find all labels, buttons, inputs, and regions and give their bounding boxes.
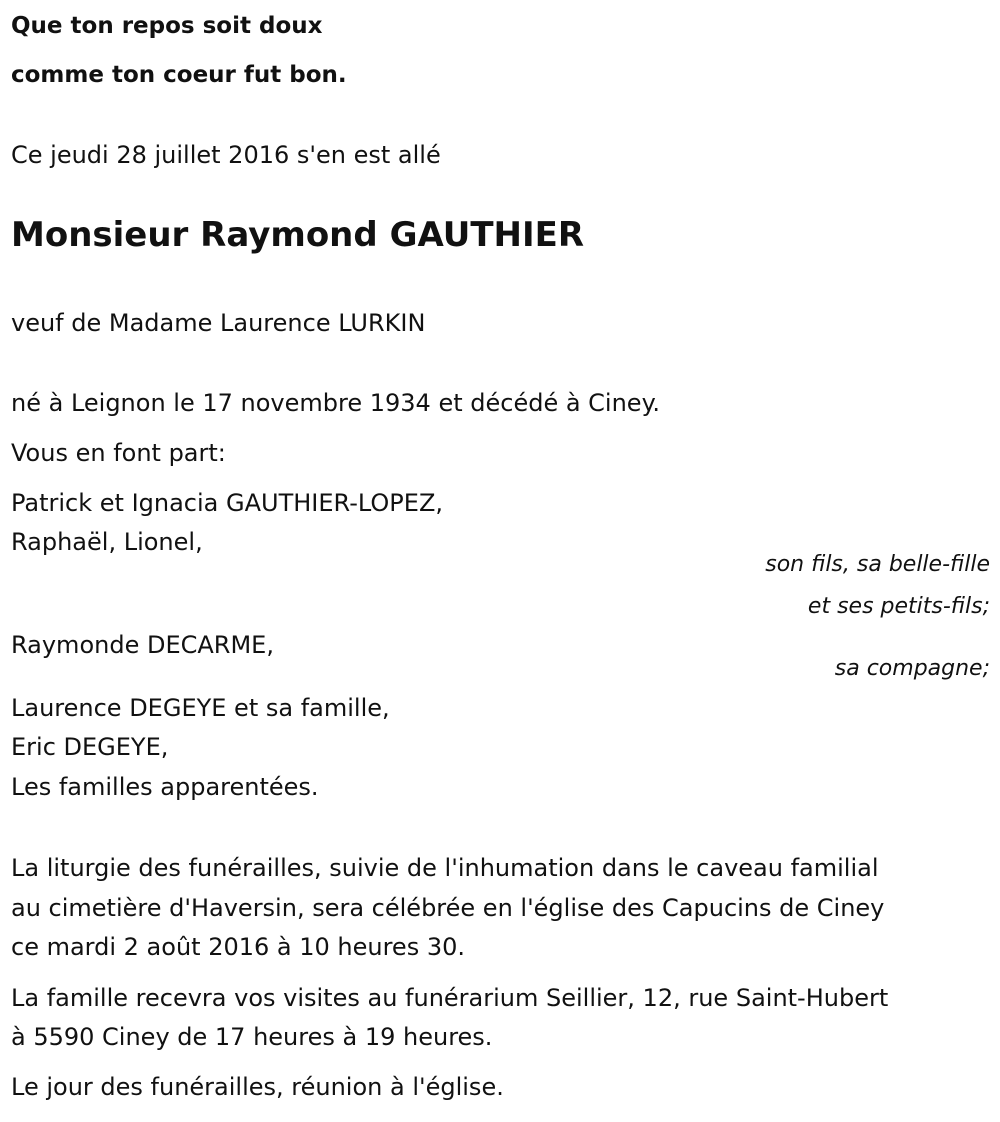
family-member-1: Laurence DEGEYE et sa famille,: [11, 694, 390, 722]
epigraph-line-1: Que ton repos soit doux: [11, 13, 323, 39]
intro-text: Vous en font part:: [11, 439, 226, 467]
funeral-line-2: au cimetière d'Haversin, sera célébrée en l'église des Capucins de Ciney: [11, 894, 885, 922]
announcement-text: Ce jeudi 28 juillet 2016 s'en est allé: [11, 141, 441, 169]
son-role-line-1: son fils, sa belle-fille: [765, 552, 990, 577]
widower-of-text: veuf de Madame Laurence LURKIN: [11, 309, 426, 337]
funeral-line-3: ce mardi 2 août 2016 à 10 heures 30.: [11, 933, 465, 961]
deceased-name: Monsieur Raymond GAUTHIER: [11, 215, 585, 255]
funeral-line-1: La liturgie des funérailles, suivie de l'inhumation dans le caveau familial: [11, 854, 879, 882]
family-member-2: Eric DEGEYE,: [11, 733, 169, 761]
birth-death-text: né à Leignon le 17 novembre 1934 et décédé à Ciney.: [11, 389, 660, 417]
son-role-line-2: et ses petits-fils;: [807, 594, 990, 619]
son-family-line-2: Raphaël, Lionel,: [11, 528, 203, 556]
companion-name: Raymonde DECARME,: [11, 631, 274, 659]
companion-role: sa compagne;: [834, 656, 990, 681]
epigraph-line-2: comme ton coeur fut bon.: [11, 62, 347, 88]
son-family-line-1: Patrick et Ignacia GAUTHIER-LOPEZ,: [11, 489, 444, 517]
closing-text: Le jour des funérailles, réunion à l'église.: [11, 1073, 504, 1101]
visits-line-2: à 5590 Ciney de 17 heures à 19 heures.: [11, 1023, 493, 1051]
family-member-3: Les familles apparentées.: [11, 773, 319, 801]
visits-line-1: La famille recevra vos visites au funérarium Seillier, 12, rue Saint-Hubert: [11, 984, 889, 1012]
